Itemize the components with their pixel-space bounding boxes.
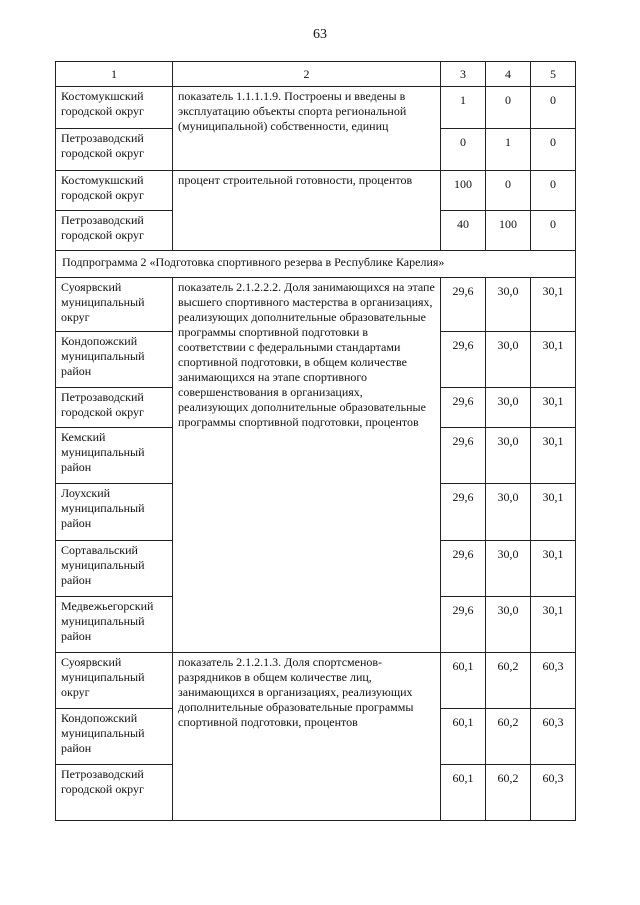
value-cell: 0 bbox=[531, 211, 576, 251]
indicator-cell: показатель 2.1.2.1.3. Доля спортсменов-разрядников в общем количестве лиц, занимающихся в организациях, реализующих дополнительные образовательные программы спортивной подготовки, процентов bbox=[173, 653, 441, 821]
value-cell: 30,0 bbox=[486, 428, 531, 484]
value-cell: 30,1 bbox=[531, 541, 576, 597]
column-header: 4 bbox=[486, 62, 531, 87]
value-cell: 1 bbox=[486, 129, 531, 171]
value-cell: 30,0 bbox=[486, 278, 531, 332]
value-cell: 60,2 bbox=[486, 765, 531, 821]
territory-cell: Медвежьегорский муниципальный район bbox=[56, 597, 173, 653]
value-cell: 0 bbox=[486, 87, 531, 129]
table-row bbox=[56, 278, 576, 332]
value-cell: 0 bbox=[486, 171, 531, 211]
territory-cell: Суоярвский муниципальный округ bbox=[56, 653, 173, 709]
value-cell: 0 bbox=[441, 129, 486, 171]
value-cell: 60,3 bbox=[531, 765, 576, 821]
value-cell: 60,2 bbox=[486, 709, 531, 765]
value-cell: 30,0 bbox=[486, 484, 531, 541]
value-cell: 30,1 bbox=[531, 597, 576, 653]
page-number: 63 bbox=[313, 27, 327, 42]
value-cell: 29,6 bbox=[441, 428, 486, 484]
value-cell: 0 bbox=[531, 87, 576, 129]
column-header: 5 bbox=[531, 62, 576, 87]
value-cell: 30,1 bbox=[531, 428, 576, 484]
indicators-table bbox=[55, 61, 576, 821]
value-cell: 29,6 bbox=[441, 484, 486, 541]
value-cell: 60,1 bbox=[441, 709, 486, 765]
indicator-cell: показатель 1.1.1.1.9. Построены и введены в эксплуатацию объекты спорта региональной (муниципальной) собственности, единиц bbox=[173, 87, 441, 171]
column-header: 3 bbox=[441, 62, 486, 87]
subprogram-row bbox=[56, 251, 576, 278]
value-cell: 60,3 bbox=[531, 653, 576, 709]
value-cell: 29,6 bbox=[441, 332, 486, 388]
territory-cell: Петрозаводский городской округ bbox=[56, 765, 173, 821]
value-cell: 60,2 bbox=[486, 653, 531, 709]
value-cell: 29,6 bbox=[441, 278, 486, 332]
table-row bbox=[56, 171, 576, 211]
value-cell: 30,0 bbox=[486, 332, 531, 388]
value-cell: 0 bbox=[531, 171, 576, 211]
column-header: 1 bbox=[56, 62, 173, 87]
value-cell: 100 bbox=[486, 211, 531, 251]
table-row bbox=[56, 653, 576, 709]
table-row bbox=[56, 87, 576, 129]
territory-cell: Костомукшский городской округ bbox=[56, 87, 173, 129]
value-cell: 30,0 bbox=[486, 388, 531, 428]
value-cell: 30,1 bbox=[531, 484, 576, 541]
column-header: 2 bbox=[173, 62, 441, 87]
value-cell: 30,1 bbox=[531, 332, 576, 388]
territory-cell: Петрозаводский городской округ bbox=[56, 388, 173, 428]
value-cell: 60,1 bbox=[441, 653, 486, 709]
value-cell: 40 bbox=[441, 211, 486, 251]
territory-cell: Кондопожский муниципальный район bbox=[56, 709, 173, 765]
territory-cell: Петрозаводский городской округ bbox=[56, 129, 173, 171]
value-cell: 29,6 bbox=[441, 388, 486, 428]
value-cell: 60,3 bbox=[531, 709, 576, 765]
territory-cell: Петрозаводский городской округ bbox=[56, 211, 173, 251]
indicator-cell: показатель 2.1.2.2.2. Доля занимающихся на этапе высшего спортивного мастерства в организациях, реализующих дополнительные образовательные программы спортивной подготовки в соответствии с федеральными стандартами спортивной подготовки, в общем количестве занимающихся на этапе спортивного совершенствования в организациях, реализующих дополнительные образовательные программы спортивной подготовки, процентов bbox=[173, 278, 441, 653]
value-cell: 1 bbox=[441, 87, 486, 129]
territory-cell: Кондопожский муниципальный район bbox=[56, 332, 173, 388]
value-cell: 100 bbox=[441, 171, 486, 211]
territory-cell: Костомукшский городской округ bbox=[56, 171, 173, 211]
value-cell: 0 bbox=[531, 129, 576, 171]
value-cell: 30,1 bbox=[531, 278, 576, 332]
indicator-cell: процент строительной готовности, процентов bbox=[173, 171, 441, 251]
value-cell: 29,6 bbox=[441, 597, 486, 653]
value-cell: 30,0 bbox=[486, 597, 531, 653]
territory-cell: Кемский муниципальный район bbox=[56, 428, 173, 484]
value-cell: 29,6 bbox=[441, 541, 486, 597]
territory-cell: Суоярвский муниципальный округ bbox=[56, 278, 173, 332]
territory-cell: Лоухский муниципальный район bbox=[56, 484, 173, 541]
value-cell: 30,0 bbox=[486, 541, 531, 597]
subprogram-title: Подпрограмма 2 «Подготовка спортивного резерва в Республике Карелия» bbox=[56, 251, 576, 278]
value-cell: 30,1 bbox=[531, 388, 576, 428]
value-cell: 60,1 bbox=[441, 765, 486, 821]
territory-cell: Сортавальский муниципальный район bbox=[56, 541, 173, 597]
table-header-row bbox=[56, 62, 576, 87]
